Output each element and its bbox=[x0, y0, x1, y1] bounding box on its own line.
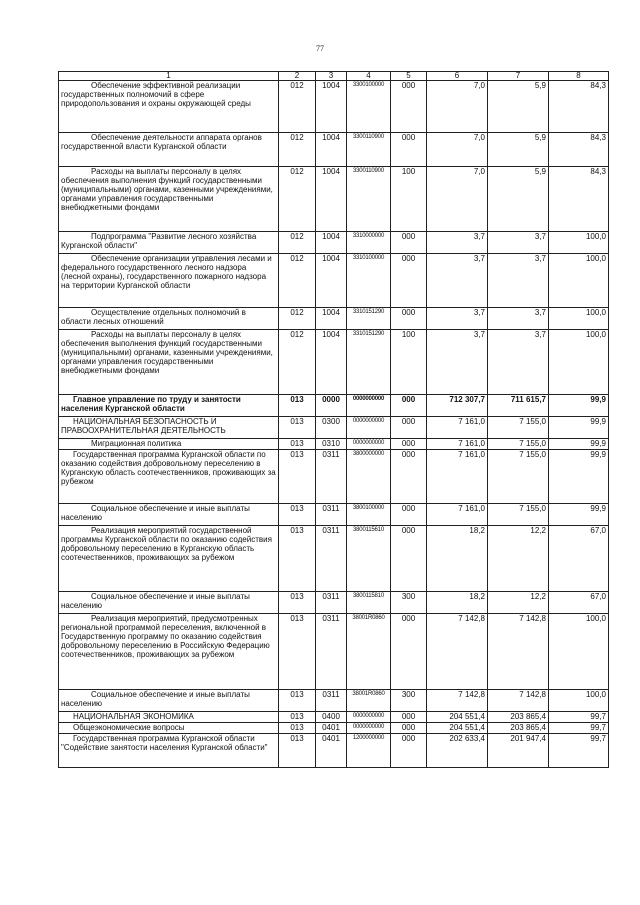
row-name-text: Общеэкономические вопросы bbox=[73, 723, 185, 732]
row-name-cell bbox=[59, 232, 279, 254]
target-article-cell: 3300110900 bbox=[347, 133, 391, 167]
row-name-cell bbox=[59, 504, 279, 526]
header-cell: 4 bbox=[347, 72, 391, 81]
section-code-cell: 0311 bbox=[316, 526, 347, 592]
section-code-cell: 0000 bbox=[316, 395, 347, 417]
percent-cell: 99,9 bbox=[549, 417, 609, 439]
actual-amount-cell: 203 865,4 bbox=[488, 723, 549, 734]
table-row bbox=[59, 395, 609, 417]
table-row bbox=[59, 254, 609, 308]
section-code-cell: 1004 bbox=[316, 308, 347, 330]
expense-type-cell: 000 bbox=[391, 133, 427, 167]
row-name-text: Реализация мероприятий государственной программы Курганской области по оказанию содействия добровольному переселению в Курганскую область соотечественников, проживающих за рубежом bbox=[61, 526, 272, 562]
header-cell: 2 bbox=[279, 72, 316, 81]
percent-cell: 99,7 bbox=[549, 712, 609, 723]
table-row bbox=[59, 308, 609, 330]
expense-type-cell: 000 bbox=[391, 526, 427, 592]
header-cell: 6 bbox=[427, 72, 488, 81]
plan-amount-cell: 7,0 bbox=[427, 81, 488, 133]
plan-amount-cell: 18,2 bbox=[427, 592, 488, 614]
row-name-text: НАЦИОНАЛЬНАЯ БЕЗОПАСНОСТЬ И ПРАВООХРАНИТЕЛЬНАЯ ДЕЯТЕЛЬНОСТЬ bbox=[61, 417, 226, 435]
row-name-text: Главное управление по труду и занятости населения Курганской области bbox=[61, 395, 241, 413]
row-name-cell bbox=[59, 417, 279, 439]
table-row bbox=[59, 81, 609, 133]
actual-amount-cell: 711 615,7 bbox=[488, 395, 549, 417]
actual-amount-cell: 3,7 bbox=[488, 330, 549, 395]
ministry-code-cell: 012 bbox=[279, 232, 316, 254]
expense-type-cell: 000 bbox=[391, 81, 427, 133]
plan-amount-cell: 7,0 bbox=[427, 133, 488, 167]
row-name-text: НАЦИОНАЛЬНАЯ ЭКОНОМИКА bbox=[73, 712, 194, 721]
row-name-cell bbox=[59, 614, 279, 690]
row-name-cell bbox=[59, 723, 279, 734]
plan-amount-cell: 7 161,0 bbox=[427, 439, 488, 450]
target-article-cell: 0000000000 bbox=[347, 395, 391, 417]
row-name-text: Осуществление отдельных полномочий в области лесных отношений bbox=[61, 308, 246, 326]
actual-amount-cell: 5,9 bbox=[488, 81, 549, 133]
header-cell: 1 bbox=[59, 72, 279, 81]
ministry-code-cell: 013 bbox=[279, 734, 316, 768]
plan-amount-cell: 7 161,0 bbox=[427, 450, 488, 504]
section-code-cell: 0311 bbox=[316, 690, 347, 712]
section-code-cell: 1004 bbox=[316, 81, 347, 133]
row-name-cell bbox=[59, 712, 279, 723]
expense-type-cell: 000 bbox=[391, 734, 427, 768]
table-row bbox=[59, 526, 609, 592]
percent-cell: 84,3 bbox=[549, 81, 609, 133]
target-article-cell: 0000000000 bbox=[347, 417, 391, 439]
section-code-cell: 1004 bbox=[316, 330, 347, 395]
percent-cell: 84,3 bbox=[549, 167, 609, 232]
plan-amount-cell: 202 633,4 bbox=[427, 734, 488, 768]
header-cell: 3 bbox=[316, 72, 347, 81]
expense-type-cell: 100 bbox=[391, 330, 427, 395]
section-code-cell: 0311 bbox=[316, 504, 347, 526]
table-row bbox=[59, 417, 609, 439]
table-row bbox=[59, 167, 609, 232]
page-number: 77 bbox=[316, 44, 324, 53]
actual-amount-cell: 3,7 bbox=[488, 308, 549, 330]
ministry-code-cell: 012 bbox=[279, 167, 316, 232]
target-article-cell: 3310151290 bbox=[347, 330, 391, 395]
table-row bbox=[59, 504, 609, 526]
row-name-text: Социальное обеспечение и иные выплаты населению bbox=[61, 592, 250, 610]
target-article-cell: 3300100000 bbox=[347, 81, 391, 133]
section-code-cell: 1004 bbox=[316, 254, 347, 308]
row-name-cell bbox=[59, 439, 279, 450]
row-name-cell bbox=[59, 526, 279, 592]
row-name-text: Государственная программа Курганской области "Содействие занятости населения Курганской области" bbox=[61, 734, 268, 752]
section-code-cell: 1004 bbox=[316, 232, 347, 254]
header-cell: 8 bbox=[549, 72, 609, 81]
plan-amount-cell: 204 551,4 bbox=[427, 712, 488, 723]
target-article-cell: 3310151290 bbox=[347, 308, 391, 330]
actual-amount-cell: 7 142,8 bbox=[488, 690, 549, 712]
row-name-text: Расходы на выплаты персоналу в целях обеспечения выполнения функций государственными (муниципальными) органами, казенными учреждениями, органами управления государственными внебюджетными фондами bbox=[61, 330, 273, 375]
row-name-cell bbox=[59, 592, 279, 614]
ministry-code-cell: 013 bbox=[279, 395, 316, 417]
row-name-text: Подпрограмма "Развитие лесного хозяйства Курганской области" bbox=[61, 232, 257, 250]
actual-amount-cell: 7 155,0 bbox=[488, 439, 549, 450]
expense-type-cell: 000 bbox=[391, 712, 427, 723]
expense-type-cell: 000 bbox=[391, 308, 427, 330]
ministry-code-cell: 013 bbox=[279, 450, 316, 504]
percent-cell: 100,0 bbox=[549, 232, 609, 254]
row-name-text: Обеспечение деятельности аппарата органов государственной власти Курганской области bbox=[61, 133, 262, 151]
row-name-cell bbox=[59, 81, 279, 133]
ministry-code-cell: 012 bbox=[279, 254, 316, 308]
row-name-cell bbox=[59, 395, 279, 417]
target-article-cell: 3300110900 bbox=[347, 167, 391, 232]
section-code-cell: 1004 bbox=[316, 133, 347, 167]
actual-amount-cell: 7 142,8 bbox=[488, 614, 549, 690]
row-name-cell bbox=[59, 734, 279, 768]
target-article-cell: 1200000000 bbox=[347, 734, 391, 768]
percent-cell: 100,0 bbox=[549, 254, 609, 308]
table-row bbox=[59, 723, 609, 734]
target-article-cell: 3310000000 bbox=[347, 232, 391, 254]
row-name-cell bbox=[59, 254, 279, 308]
ministry-code-cell: 012 bbox=[279, 81, 316, 133]
ministry-code-cell: 013 bbox=[279, 690, 316, 712]
row-name-cell bbox=[59, 133, 279, 167]
plan-amount-cell: 7 161,0 bbox=[427, 417, 488, 439]
ministry-code-cell: 012 bbox=[279, 308, 316, 330]
ministry-code-cell: 013 bbox=[279, 439, 316, 450]
expense-type-cell: 100 bbox=[391, 167, 427, 232]
percent-cell: 99,9 bbox=[549, 450, 609, 504]
table-header-row bbox=[59, 72, 609, 81]
row-name-text: Миграционная политика bbox=[91, 439, 182, 448]
section-code-cell: 0300 bbox=[316, 417, 347, 439]
plan-amount-cell: 7 142,8 bbox=[427, 614, 488, 690]
section-code-cell: 0310 bbox=[316, 439, 347, 450]
row-name-cell bbox=[59, 330, 279, 395]
actual-amount-cell: 3,7 bbox=[488, 232, 549, 254]
section-code-cell: 0311 bbox=[316, 614, 347, 690]
ministry-code-cell: 013 bbox=[279, 712, 316, 723]
target-article-cell: 38001R0860 bbox=[347, 614, 391, 690]
target-article-cell: 3310100000 bbox=[347, 254, 391, 308]
expense-type-cell: 300 bbox=[391, 592, 427, 614]
table-row bbox=[59, 690, 609, 712]
actual-amount-cell: 203 865,4 bbox=[488, 712, 549, 723]
actual-amount-cell: 3,7 bbox=[488, 254, 549, 308]
row-name-text: Социальное обеспечение и иные выплаты населению bbox=[61, 504, 250, 522]
ministry-code-cell: 013 bbox=[279, 592, 316, 614]
expense-type-cell: 000 bbox=[391, 254, 427, 308]
expense-type-cell: 000 bbox=[391, 232, 427, 254]
actual-amount-cell: 12,2 bbox=[488, 526, 549, 592]
target-article-cell: 3800000000 bbox=[347, 450, 391, 504]
row-name-text: Государственная программа Курганской области по оказанию содействия добровольному переселению в Курганскую область соотечественников, проживающих за рубежом bbox=[61, 450, 276, 486]
section-code-cell: 1004 bbox=[316, 167, 347, 232]
expense-type-cell: 000 bbox=[391, 450, 427, 504]
expense-type-cell: 000 bbox=[391, 504, 427, 526]
table-row bbox=[59, 450, 609, 504]
expense-type-cell: 000 bbox=[391, 395, 427, 417]
table-row bbox=[59, 592, 609, 614]
ministry-code-cell: 013 bbox=[279, 417, 316, 439]
expense-type-cell: 300 bbox=[391, 690, 427, 712]
section-code-cell: 0400 bbox=[316, 712, 347, 723]
plan-amount-cell: 3,7 bbox=[427, 330, 488, 395]
section-code-cell: 0311 bbox=[316, 592, 347, 614]
row-name-cell bbox=[59, 690, 279, 712]
row-name-text: Обеспечение организации управления лесами и федерального государственного лесного надзора (лесной охраны), государственного пожарного надзора на территории Курганской области bbox=[61, 254, 272, 290]
table-row bbox=[59, 232, 609, 254]
percent-cell: 100,0 bbox=[549, 308, 609, 330]
table-row bbox=[59, 614, 609, 690]
plan-amount-cell: 3,7 bbox=[427, 308, 488, 330]
percent-cell: 99,7 bbox=[549, 734, 609, 768]
plan-amount-cell: 3,7 bbox=[427, 254, 488, 308]
actual-amount-cell: 201 947,4 bbox=[488, 734, 549, 768]
expense-type-cell: 000 bbox=[391, 614, 427, 690]
target-article-cell: 3800115610 bbox=[347, 526, 391, 592]
row-name-text: Реализация мероприятий, предусмотренных региональной программой переселения, включенной в Государственную программу по оказанию содействия добровольному переселению в Российскую Федерацию соотечественников, проживающих за рубежом bbox=[61, 614, 270, 659]
actual-amount-cell: 7 155,0 bbox=[488, 450, 549, 504]
section-code-cell: 0311 bbox=[316, 450, 347, 504]
expense-type-cell: 000 bbox=[391, 417, 427, 439]
table-row bbox=[59, 439, 609, 450]
budget-table bbox=[58, 71, 609, 768]
percent-cell: 100,0 bbox=[549, 690, 609, 712]
ministry-code-cell: 012 bbox=[279, 330, 316, 395]
section-code-cell: 0401 bbox=[316, 723, 347, 734]
ministry-code-cell: 013 bbox=[279, 614, 316, 690]
plan-amount-cell: 7,0 bbox=[427, 167, 488, 232]
percent-cell: 100,0 bbox=[549, 330, 609, 395]
table-row bbox=[59, 330, 609, 395]
percent-cell: 67,0 bbox=[549, 592, 609, 614]
table-row bbox=[59, 712, 609, 723]
percent-cell: 99,7 bbox=[549, 723, 609, 734]
row-name-text: Социальное обеспечение и иные выплаты населению bbox=[61, 690, 250, 708]
target-article-cell: 38001R0860 bbox=[347, 690, 391, 712]
plan-amount-cell: 18,2 bbox=[427, 526, 488, 592]
plan-amount-cell: 204 551,4 bbox=[427, 723, 488, 734]
percent-cell: 99,9 bbox=[549, 504, 609, 526]
ministry-code-cell: 012 bbox=[279, 133, 316, 167]
table-row bbox=[59, 734, 609, 768]
plan-amount-cell: 7 142,8 bbox=[427, 690, 488, 712]
plan-amount-cell: 3,7 bbox=[427, 232, 488, 254]
row-name-cell bbox=[59, 450, 279, 504]
ministry-code-cell: 013 bbox=[279, 504, 316, 526]
header-cell: 7 bbox=[488, 72, 549, 81]
table-row bbox=[59, 133, 609, 167]
target-article-cell: 0000000000 bbox=[347, 439, 391, 450]
expense-type-cell: 000 bbox=[391, 723, 427, 734]
actual-amount-cell: 5,9 bbox=[488, 133, 549, 167]
row-name-cell bbox=[59, 308, 279, 330]
row-name-text: Обеспечение эффективной реализации государственных полномочий в сфере природопользования и охраны окружающей среды bbox=[61, 81, 251, 108]
percent-cell: 67,0 bbox=[549, 526, 609, 592]
target-article-cell: 0000000000 bbox=[347, 723, 391, 734]
plan-amount-cell: 7 161,0 bbox=[427, 504, 488, 526]
row-name-text: Расходы на выплаты персоналу в целях обеспечения выполнения функций государственными (муниципальными) органами, казенными учреждениями, органами управления государственными внебюджетными фондами bbox=[61, 167, 273, 212]
percent-cell: 99,9 bbox=[549, 395, 609, 417]
percent-cell: 99,9 bbox=[549, 439, 609, 450]
target-article-cell: 3800115810 bbox=[347, 592, 391, 614]
actual-amount-cell: 5,9 bbox=[488, 167, 549, 232]
actual-amount-cell: 7 155,0 bbox=[488, 504, 549, 526]
percent-cell: 84,3 bbox=[549, 133, 609, 167]
row-name-cell bbox=[59, 167, 279, 232]
actual-amount-cell: 7 155,0 bbox=[488, 417, 549, 439]
actual-amount-cell: 12,2 bbox=[488, 592, 549, 614]
ministry-code-cell: 013 bbox=[279, 526, 316, 592]
section-code-cell: 0401 bbox=[316, 734, 347, 768]
ministry-code-cell: 013 bbox=[279, 723, 316, 734]
target-article-cell: 0000000000 bbox=[347, 712, 391, 723]
plan-amount-cell: 712 307,7 bbox=[427, 395, 488, 417]
percent-cell: 100,0 bbox=[549, 614, 609, 690]
expense-type-cell: 000 bbox=[391, 439, 427, 450]
target-article-cell: 3800100000 bbox=[347, 504, 391, 526]
header-cell: 5 bbox=[391, 72, 427, 81]
